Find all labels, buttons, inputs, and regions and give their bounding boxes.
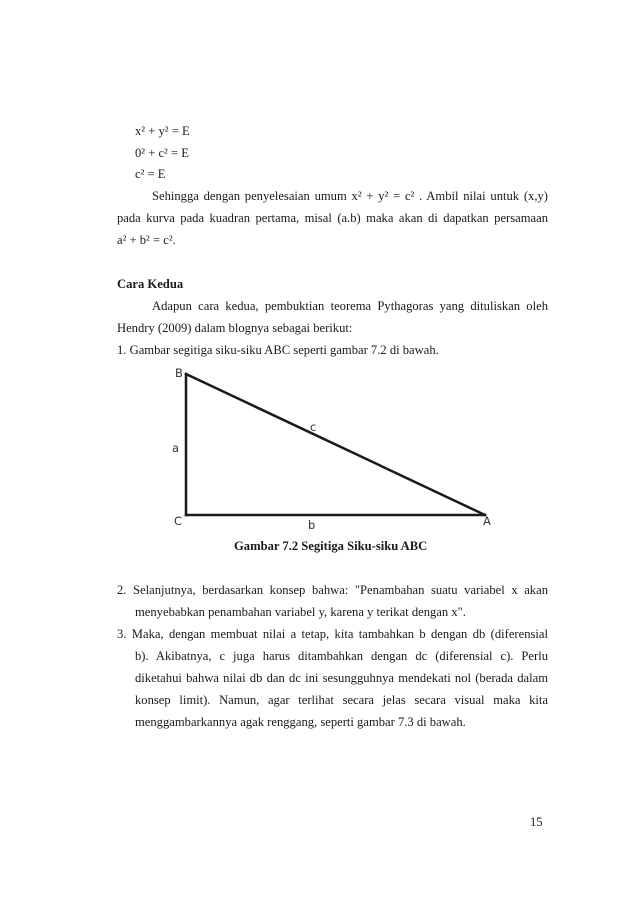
step-3-line-5: menggambarkannya agak renggang, seperti gambar 7.3 di bawah. xyxy=(135,715,466,729)
step-2-line-2: menyebabkan penambahan variabel y, karena y terikat dengan x". xyxy=(135,605,466,619)
equation-line-2: 0² + c² = E xyxy=(135,146,189,160)
paragraph-2-line-1: Adapun cara kedua, pembuktian teorema Pythagoras yang dituliskan oleh xyxy=(152,299,548,313)
equation-line-3: c² = E xyxy=(135,167,166,181)
triangle-shape xyxy=(186,374,485,515)
step-3-line-1: 3. Maka, dengan membuat nilai a tetap, kita tambahkan b dengan db (diferensial xyxy=(117,627,548,641)
step-1-text: 1. Gambar segitiga siku-siku ABC seperti gambar 7.2 di bawah. xyxy=(117,343,439,357)
equation-line-1: x² + y² = E xyxy=(135,124,190,138)
vertex-a-label: A xyxy=(483,514,491,528)
vertex-c-label: C xyxy=(174,514,183,528)
side-b-label: b xyxy=(308,518,316,530)
hypotenuse-line xyxy=(186,374,485,515)
vertex-b-label: B xyxy=(175,366,183,380)
figure-caption: Gambar 7.2 Segitiga Siku-siku ABC xyxy=(234,539,428,553)
step-3-line-2: b). Akibatnya, c juga harus ditambahkan dengan dc (diferensial c). Perlu xyxy=(135,649,548,663)
paragraph-2-line-2: Hendry (2009) dalam blognya sebagai berikut: xyxy=(117,321,353,335)
side-c-label: c xyxy=(310,420,317,434)
step-3-line-4: konsep limit). Namun, agar terlihat secara jelas secara visual maka kita xyxy=(135,693,548,707)
section-heading: Cara Kedua xyxy=(117,277,184,291)
right-triangle-figure xyxy=(160,358,512,530)
paragraph-1-line-2: pada kurva pada kuadran pertama, misal (a.b) maka akan di dapatkan persamaan xyxy=(117,211,548,225)
step-3-line-3: diketahui bahwa nilai db dan dc ini sesungguhnya mendekati nol (berada dalam xyxy=(135,671,548,685)
side-a-label: a xyxy=(172,441,180,455)
step-2-line-1: 2. Selanjutnya, berdasarkan konsep bahwa: "Penambahan suatu variabel x akan xyxy=(117,583,548,597)
paragraph-1-line-1: Sehingga dengan penyelesaian umum x² + y² = c² . Ambil nilai untuk (x,y) xyxy=(152,189,548,203)
paragraph-1-line-3: a² + b² = c². xyxy=(117,233,176,247)
page-number: 15 xyxy=(530,815,543,829)
